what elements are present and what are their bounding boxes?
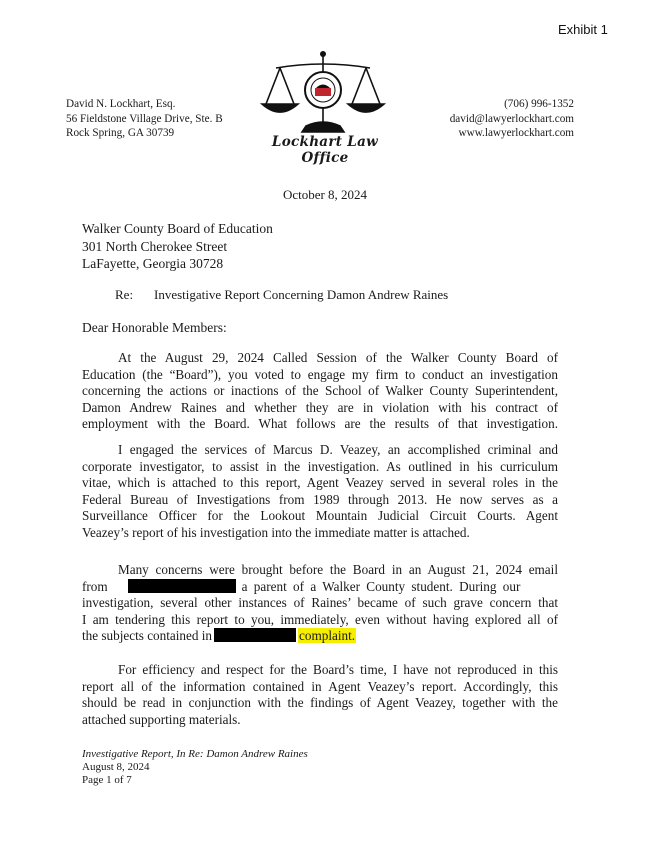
text-subjects: the subjects contained in [82,628,213,644]
paragraph-line: employment with the Board. What follows are the results of that investigation. [82,416,558,432]
paragraph-line: corporate investigator, to assist in the investigation. As outlined in his curriculum [82,458,558,474]
paragraph-line: I engaged the services of Marcus D. Veazey, an accomplished criminal and [118,442,558,457]
paragraph-3 [82,562,558,645]
footer-date: August 8, 2024 [82,761,150,773]
paragraph-line: At the August 29, 2024 Called Session of the Walker County Board of [118,350,558,365]
recipient-street: 301 North Cherokee Street [82,238,228,254]
letter-date: October 8, 2024 [282,187,368,202]
paragraph-line: Damon Andrew Raines and whether they are in violation with his contract of [82,399,558,415]
attorney-name: David N. Lockhart, Esq. [66,98,176,110]
website: www.lawyerlockhart.com [458,127,574,139]
highlighted-text: complaint. [299,628,356,644]
recipient-city: LaFayette, Georgia 30728 [82,256,224,271]
recipient-name: Walker County Board of Education [82,221,273,236]
recipient-address [82,220,273,273]
text-from: from [82,578,108,594]
salutation: Dear Honorable Members: [82,320,227,335]
paragraph-line: For efficiency and respect for the Board’s time, I have not reproduced in this [118,662,558,677]
paragraph-4 [82,662,558,728]
exhibit-label: Exhibit 1 [558,22,608,37]
re-subject: Investigative Report Concerning Damon Andrew Raines [154,287,449,302]
letterhead-contact [450,97,574,141]
paragraph-1 [82,350,558,433]
street-address: 56 Fieldstone Village Drive, Ste. B [66,112,223,125]
city-state-zip: Rock Spring, GA 30739 [66,127,175,139]
page-number: Page 1 of 7 [82,774,132,786]
paragraph-line: concerning the actions or inactions of the School of Walker County Superintendent, [82,383,558,399]
phone-number: (706) 996-1352 [504,98,574,110]
paragraph-line [82,579,558,596]
paragraph-line: attached supporting materials. [82,711,241,727]
letterhead-address [66,97,223,141]
text-parent: a parent of a Walker County student. During our [241,578,521,594]
paragraph-line: Federal Bureau of Investigations from 1989 through 2013. He now serves as a [82,491,558,507]
redaction-block [128,579,236,593]
re-label: Re: [115,287,134,302]
paragraph-line: investigation, several other instances of Raines’ became of such grave concern that [82,595,558,611]
page-footer [82,748,308,787]
paragraph-2 [82,442,558,542]
footer-title: Investigative Report, In Re: Damon Andrew Raines [82,748,308,760]
paragraph-line: vitae, which is attached to this report, Agent Veazey served in several roles in the [82,475,558,491]
paragraph-line: Education (the “Board”), you voted to engage my firm to conduct an investigation [82,366,558,382]
email-address: david@lawyerlockhart.com [449,112,574,125]
paragraph-line [82,628,558,645]
paragraph-line: report all of the information contained in Agent Veazey’s report. Accordingly, this [82,678,558,694]
paragraph-line: should be read in conjunction with the findings of Agent Veazey, together with the [82,695,558,711]
paragraph-line: Surveillance Officer for the Lookout Mountain Judicial Circuit Courts. Agent [82,508,558,524]
scales-of-justice-logo [258,48,388,138]
redaction-block [214,628,296,642]
paragraph-line: I am tendering this report to you, immediately, even without having explored all of [82,611,558,627]
paragraph-line: Veazey’s report of his investigation into the immediate matter is attached. [82,524,470,540]
firm-name: Lockhart Law Office [271,134,379,166]
paragraph-line: Many concerns were brought before the Board in an August 21, 2024 email [118,562,558,577]
